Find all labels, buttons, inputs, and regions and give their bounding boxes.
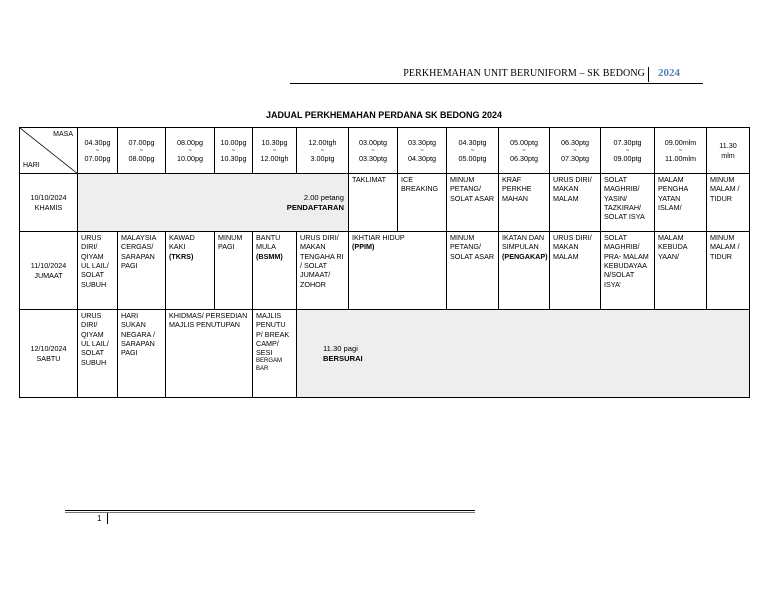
schedule-cell: IKHTIAR HIDUP (PPIM)	[349, 232, 447, 310]
day-label: 11/10/2024 JUMAAT	[20, 232, 78, 310]
schedule-title: JADUAL PERKHEMAHAN PERDANA SK BEDONG 2024	[265, 110, 503, 120]
corner-masa-label: MASA	[53, 131, 73, 138]
schedule-cell: ICE BREAKING	[398, 174, 447, 232]
day-row-jumaat	[20, 232, 750, 310]
page-header	[290, 67, 703, 84]
schedule-cell: URUS DIRI/ MAKAN MALAM	[550, 232, 601, 310]
time-slot-last: 11.30 mlm	[707, 128, 750, 174]
header-year: 2024	[658, 67, 680, 79]
schedule-cell: HARI SUKAN NEGARA / SARAPAN PAGI	[118, 310, 166, 398]
time-slot: 09.00mlm ~ 11.00mlm	[655, 128, 707, 174]
schedule-cell: MINUM PAGI	[215, 232, 253, 310]
time-slot: 10.30pg ~ 12.00tgh	[253, 128, 297, 174]
header-title: PERKHEMAHAN UNIT BERUNIFORM – SK BEDONG	[403, 68, 645, 79]
footer-rule-thin	[65, 512, 475, 513]
time-header-row	[20, 128, 750, 174]
time-slot: 03.30ptg ~ 04.30ptg	[398, 128, 447, 174]
schedule-cell: MINUM MALAM / TIDUR	[707, 174, 750, 232]
bersurai-cell: 11.30 pagi BERSURAI	[297, 310, 750, 398]
schedule-cell: URUS DIRI/ QIYAM UL LAIL/ SOLAT SUBUH	[78, 310, 118, 398]
header-rule	[290, 83, 703, 84]
schedule-cell: MALAM KEBUDA YAAN/	[655, 232, 707, 310]
schedule-cell: MINUM PETANG/ SOLAT ASAR	[447, 174, 499, 232]
corner-cell	[20, 128, 78, 174]
time-slot: 08.00pg ~ 10.00pg	[166, 128, 215, 174]
schedule-cell: MAJLIS PENUTU P/ BREAK CAMP/ SESI BERGAM BAR	[253, 310, 297, 398]
time-slot: 03.00ptg ~ 03.30ptg	[349, 128, 398, 174]
time-slot: 06.30ptg ~ 07.30ptg	[550, 128, 601, 174]
time-slot: 05.00ptg ~ 06.30ptg	[499, 128, 550, 174]
footer-separator	[107, 513, 108, 524]
page-number: 1	[97, 514, 102, 523]
schedule-cell: URUS DIRI/ QIYAM UL LAIL/ SOLAT SUBUH	[78, 232, 118, 310]
schedule-cell: BANTU MULA (BSMM)	[253, 232, 297, 310]
schedule-cell: SOLAT MAGHRIB/ PRA- MALAM KEBUDAYAA N/SOLAT ISYA’	[601, 232, 655, 310]
schedule-cell: MALAYSIA CERGAS/ SARAPAN PAGI	[118, 232, 166, 310]
pendaftaran-cell: 2.00 petang PENDAFTARAN	[78, 174, 349, 232]
schedule-cell: KRAF PERKHE MAHAN	[499, 174, 550, 232]
schedule-cell: SOLAT MAGHRIB/ YASIN/ TAZKIRAH/ SOLAT ISYA	[601, 174, 655, 232]
schedule-cell: IKATAN DAN SIMPULAN (PENGAKAP)	[499, 232, 550, 310]
footer-rule	[65, 510, 475, 511]
schedule-cell: MALAM PENGHA YATAN ISLAM/	[655, 174, 707, 232]
day-label: 12/10/2024 SABTU	[20, 310, 78, 398]
day-row-sabtu	[20, 310, 750, 398]
time-slot: 04.30pg ~ 07.00pg	[78, 128, 118, 174]
schedule-cell: TAKLIMAT	[349, 174, 398, 232]
schedule-cell: MINUM PETANG/ SOLAT ASAR	[447, 232, 499, 310]
time-slot: 12.00tgh ~ 3.00ptg	[297, 128, 349, 174]
schedule-cell: URUS DIRI/ MAKAN MALAM	[550, 174, 601, 232]
day-label: 10/10/2024 KHAMIS	[20, 174, 78, 232]
time-slot: 07.30ptg ~ 09.00ptg	[601, 128, 655, 174]
time-slot: 04.30ptg ~ 05.00ptg	[447, 128, 499, 174]
time-slot: 10.00pg ~ 10.30pg	[215, 128, 253, 174]
schedule-cell: MINUM MALAM / TIDUR	[707, 232, 750, 310]
day-row-khamis	[20, 174, 750, 232]
header-separator	[648, 67, 649, 82]
schedule-cell: KAWAD KAKI (TKRS)	[166, 232, 215, 310]
corner-hari-label: HARI	[23, 161, 40, 169]
schedule-table	[19, 127, 750, 398]
schedule-cell: KHIDMAS/ PERSEDIAN MAJLIS PENUTUPAN	[166, 310, 253, 398]
time-slot: 07.00pg ~ 08.00pg	[118, 128, 166, 174]
schedule-cell: URUS DIRI/ MAKAN TENGAHA RI / SOLAT JUMAAT/ ZOHOR	[297, 232, 349, 310]
